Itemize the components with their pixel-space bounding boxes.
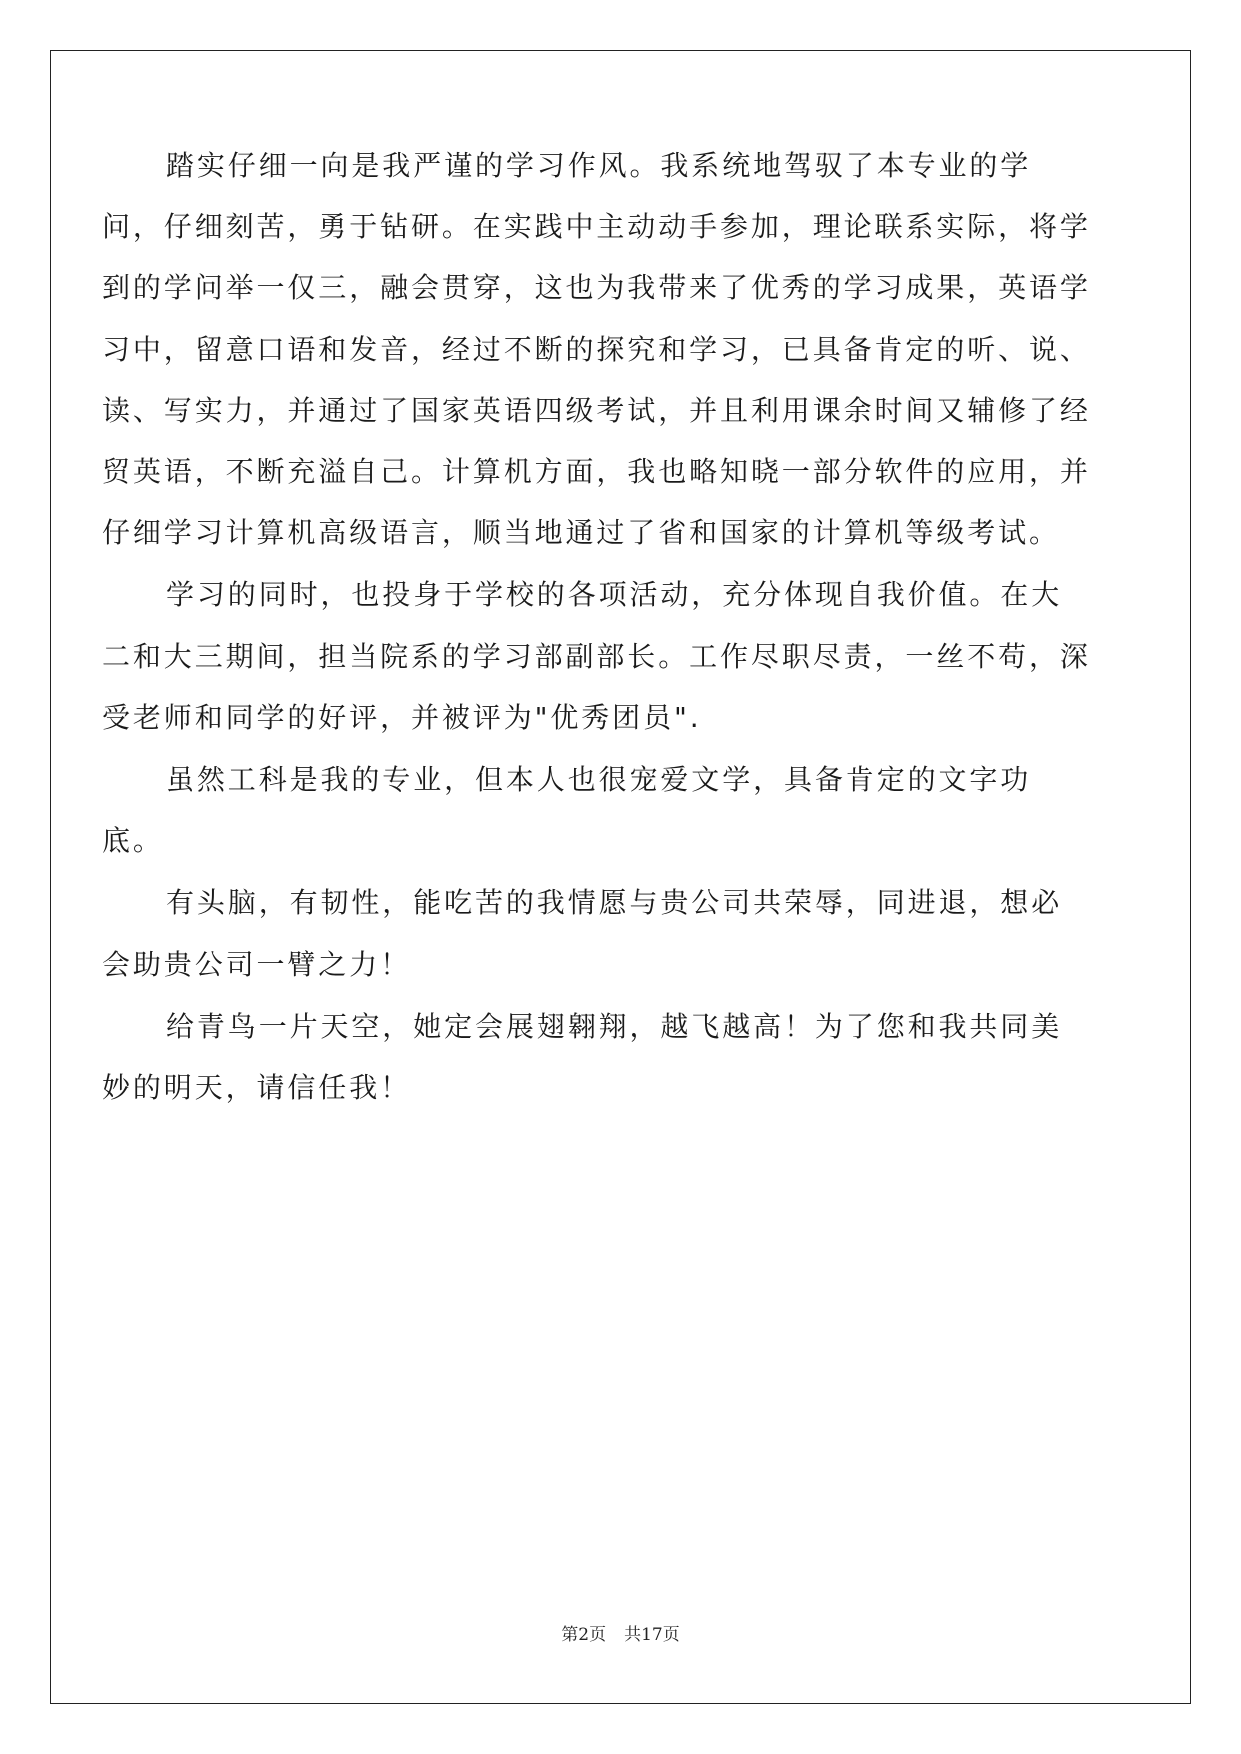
paragraph-closing: 给青鸟一片天空，她定会展翅翱翔，越飞越高！为了您和我共同美妙的明天，请信任我！ [102, 1009, 1063, 1105]
paragraph-study: 踏实仔细一向是我严谨的学习作风。我系统地驾驭了本专业的学问，仔细刻苦，勇于钻研。在实践中主动动手参加，理论联系实际，将学到的学问举一仅三，融会贯穿，这也为我带来了优秀的学习成果，英语学习中，留意口语和发音，经过不断的探究和学习，已具备肯定的听、说、读、写实力，并通过了国家英语四级考试，并且利用课余时间又辅修了经贸英语，不断充溢自己。计算机方面，我也略知晓一部分软件的应用，并仔细学习计算机高级语言，顺当地通过了省和国家的计算机等级考试。 [102, 149, 1091, 550]
page-total: 共17页 [624, 1625, 680, 1645]
page-number: 第2页 [561, 1625, 607, 1645]
page-footer [0, 1620, 1241, 1645]
paragraph-literature: 虽然工科是我的专业，但本人也很宠爱文学，具备肯定的文字功底。 [102, 763, 1032, 858]
paragraph-activities: 学习的同时，也投身于学校的各项活动，充分体现自我价值。在大二和大三期间，担当院系的学习部副部长。工作尽职尽责，一丝不苟，深受老师和同学的好评，并被评为"优秀团员". [102, 578, 1091, 734]
paragraph-commitment: 有头脑，有韧性，能吃苦的我情愿与贵公司共荣辱，同进退，想必会助贵公司一臂之力！ [102, 886, 1063, 981]
document-body [102, 135, 1092, 1119]
